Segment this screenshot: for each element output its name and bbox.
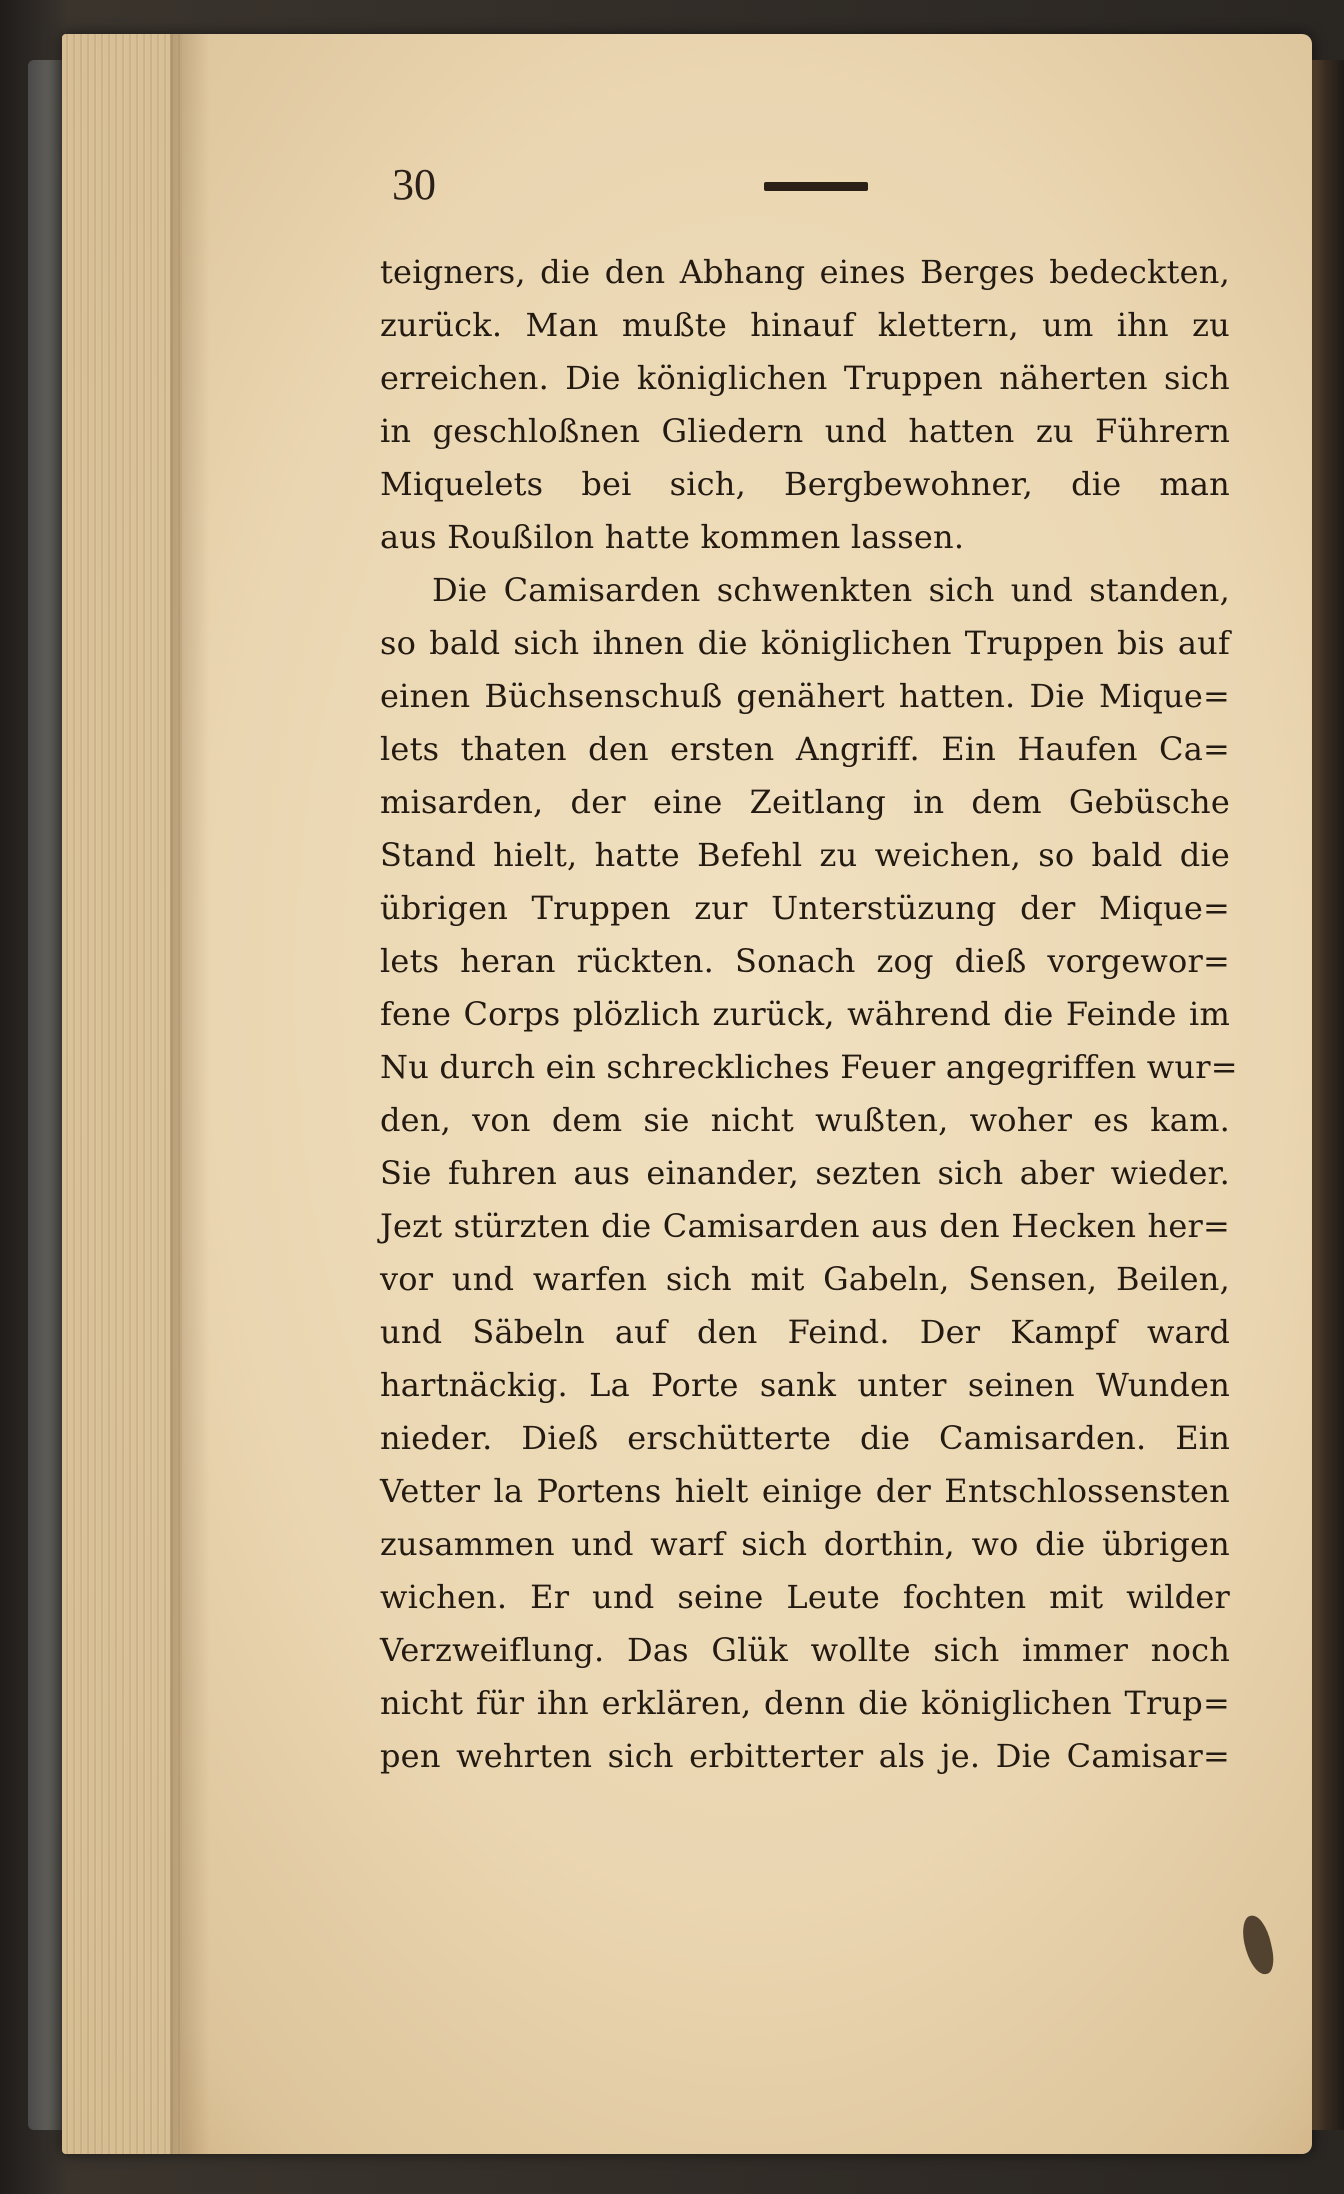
body-text	[380, 246, 1238, 1783]
text-line: Stand hielt, hatte Befehl zu weichen, so bald die	[380, 836, 1230, 874]
text-line: nicht für ihn erklären, denn die königlichen Trup=	[380, 1684, 1230, 1722]
text-line: aus Roußilon hatte kommen lassen.	[380, 518, 965, 556]
text-line: in geschloßnen Gliedern und hatten zu Führern	[380, 412, 1230, 450]
text-line: Die Camisarden schwenkten sich und standen,	[432, 571, 1230, 609]
text-line: fene Corps plözlich zurück, während die Feinde im	[380, 995, 1230, 1033]
text-line: Miquelets bei sich, Bergbewohner, die man	[380, 465, 1230, 503]
text-line: Vetter la Portens hielt einige der Entschlossensten	[380, 1472, 1230, 1510]
text-line: erreichen. Die königlichen Truppen näherten sich	[380, 359, 1230, 397]
text-line: zusammen und warf sich dorthin, wo die übrigen	[380, 1525, 1230, 1563]
text-line: und Säbeln auf den Feind. Der Kampf ward	[380, 1313, 1230, 1351]
text-line: Verzweiflung. Das Glük wollte sich immer noch	[380, 1631, 1230, 1669]
text-line: wichen. Er und seine Leute fochten mit wilder	[380, 1578, 1230, 1616]
text-line: hartnäckig. La Porte sank unter seinen Wunden	[380, 1366, 1230, 1404]
text-line: pen wehrten sich erbitterter als je. Die Camisar=	[380, 1737, 1230, 1775]
text-line: Nu durch ein schreckliches Feuer angegriffen wur=	[380, 1048, 1238, 1086]
header-ornament-dash	[764, 182, 868, 191]
text-line: einen Büchsenschuß genähert hatten. Die Mique=	[380, 677, 1230, 715]
text-line: lets heran rückten. Sonach zog dieß vorgewor=	[380, 942, 1230, 980]
page-header	[392, 160, 872, 210]
text-line: teigners, die den Abhang eines Berges bedeckten,	[380, 253, 1230, 291]
text-line: übrigen Truppen zur Unterstüzung der Mique=	[380, 889, 1230, 927]
page-stack-edges	[62, 34, 182, 2154]
text-line: so bald sich ihnen die königlichen Truppen bis auf	[380, 624, 1230, 662]
gutter-shadow	[170, 34, 210, 2154]
text-line: vor und warfen sich mit Gabeln, Sensen, Beilen,	[380, 1260, 1230, 1298]
text-line: den, von dem sie nicht wußten, woher es kam.	[380, 1101, 1230, 1139]
text-line: lets thaten den ersten Angriff. Ein Haufen Ca=	[380, 730, 1230, 768]
text-line: Jezt stürzten die Camisarden aus den Hecken her=	[380, 1207, 1230, 1245]
text-line: misarden, der eine Zeitlang in dem Gebüsche	[380, 783, 1230, 821]
text-line: zurück. Man mußte hinauf klettern, um ihn zu	[380, 306, 1230, 344]
text-line: nieder. Dieß erschütterte die Camisarden. Ein	[380, 1419, 1230, 1457]
page-number: 30	[392, 160, 436, 209]
text-line: Sie fuhren aus einander, sezten sich aber wieder.	[380, 1154, 1230, 1192]
